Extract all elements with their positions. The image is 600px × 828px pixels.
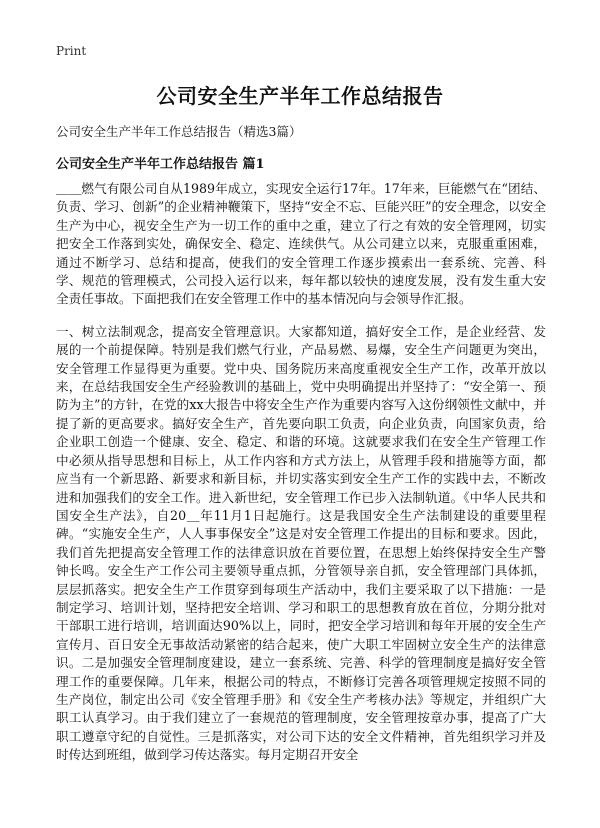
page-title: 公司安全生产半年工作总结报告: [156, 84, 444, 108]
section-heading: 公司安全生产半年工作总结报告 篇1: [56, 157, 265, 172]
print-link[interactable]: Print: [56, 44, 87, 58]
document-subtitle: 公司安全生产半年工作总结报告（精选3篇）: [56, 124, 302, 139]
paragraph-section-one: 一、树立法制观念，提高安全管理意识。大家都知道，搞好安全工作，是企业经营、发展的一个前提保障。特别是我们燃气行业，产品易燃、易爆，安全生产问题更为突出，安全管理工作显得更为重要。党中央、国务院历来高度重视安全生产工作，改革开放以来，在总结我国安全生产经验教训的基础上，党中央明确提出并坚持了：“安全第一、预防为主”的方针，在党的xx大报告中将安全生产作为重要内容写入这份纲领性文献中，并提了新的更高要求。搞好安全生产，首先要向职工负责，向企业负责，向国家负责，给企业职工创造一个健康、安全、稳定、和谐的环境。这就要求我们在安全生产管理工作中必须从指导思想和目标上，从工作内容和方式方法上，从管理手段和措施等方面，都应当有一个新思路、新要求和新目标，并切实落实到安全生产工作的实践中去，不断改进和加强我们的安全工作。进入新世纪，安全管理工作已步入法制轨道。《中华人民共和国安全生产法》，自20＿年11月1日起施行。这是我国安全生产法制建设的重要里程碑。“实施安全生产，人人事事保安全”这是对安全管理工作提出的目标和要求。因此，我们首先把提高安全管理工作的法律意识放在首要位置，在思想上始终保持安全生产警钟长鸣。安全生产工作公司主要领导重点抓，分管领导亲自抓，安全管理部门具体抓，层层抓落实。把安全生产工作贯穿到每项生产活动中，我们主要采取了以下措施：一是制定学习、培训计划，坚持把安全培训、学习和职工的思想教育放在首位，分期分批对干部职工进行培训，培训面达90%以上，同时，把安全学习培训和每年开展的安全生产宣传月、百日安全无事故活动紧密的结合起来，使广大职工牢固树立安全生产的法律意识。二是加强安全管理制度建设，建立一套系统、完善、科学的管理制度是搞好安全管理工作的重要保障。几年来，根据公司的特点，不断修订完善各项管理规定按照不同的生产岗位，制定出公司《安全管理手册》和《安全生产考核办法》等规定，并组织广大职工认真学习。由于我们建立了一套规范的管理制度，安全管理按章办事，提高了广大职工遵章守纪的自觉性。三是抓落实，对公司下达的安全文件精神，首先组织学习并及时传达到班组，做到学习传达落实。每月定期召开安全: [56, 323, 546, 763]
paragraph-intro: ＿＿燃气有限公司自从1989年成立，实现安全运行17年。17年来，巨能燃气在“团结、负责、学习、创新”的企业精神鞭策下，坚持“安全不忘、巨能兴旺”的安全理念，以安全生产为中心，视安全生产为一切工作的重中之重，建立了行之有效的安全管理网，切实把安全工作落到实处，确保安全、稳定、连续供气。从公司建立以来，克服重重困难，通过不断学习、总结和提高，使我们的安全管理工作逐步摸索出一套系统、完善、科学、规范的管理模式，公司投入运行以来，每年都以较快的速度发展，没有发生重大安全责任事故。下面把我们在安全管理工作中的基本情况向与会领导作汇报。: [56, 181, 546, 307]
document-body: [56, 180, 546, 765]
